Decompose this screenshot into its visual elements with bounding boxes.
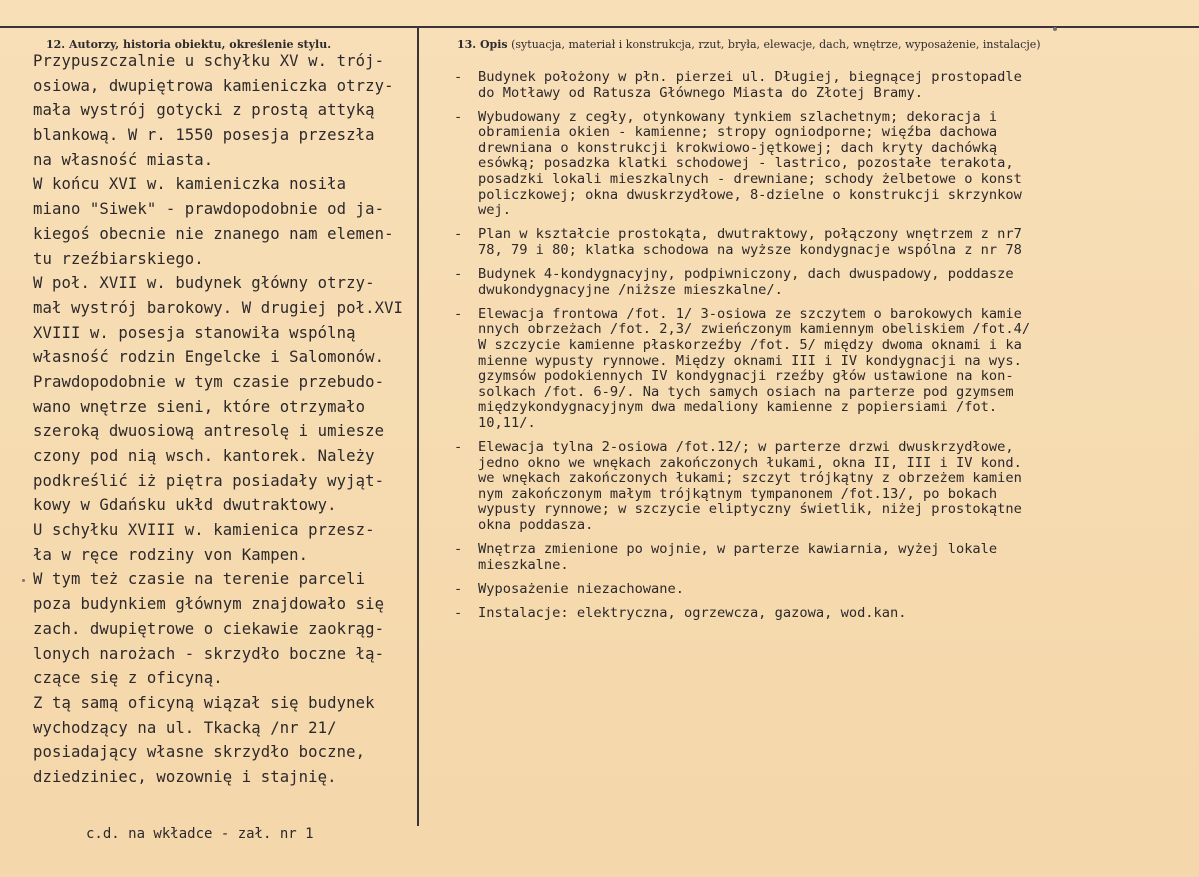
bullet-dash: - <box>454 108 463 125</box>
history-line: kowy w Gdańsku ukłd dwutraktowy. <box>33 496 337 515</box>
description-line: 10,11/. <box>478 414 536 431</box>
description-line: obramienia okien - kamienne; stropy ogniodporne; więźba dachowa <box>478 124 998 141</box>
description-item <box>452 307 1192 432</box>
history-line: XVIII w. posesja stanowiła wspólną <box>33 323 356 342</box>
left-section-header: 12. Autorzy, historia obiektu, określenie stylu. <box>46 38 332 51</box>
history-text <box>33 49 418 790</box>
description-item <box>452 267 1192 298</box>
description-line: Wnętrza zmienione po wojnie, w parterze kawiarnia, wyżej lokale <box>478 541 998 558</box>
history-line: blankową. W r. 1550 posesja przeszła <box>33 126 375 145</box>
right-section-number: 13. Opis <box>457 38 508 51</box>
description-line: okna poddasza. <box>478 516 594 533</box>
description-line: Plan w kształcie prostokąta, dwutraktowy, połączony wnętrzem z nr7 <box>478 226 1022 243</box>
description-line: Wybudowany z cegły, otynkowany tynkiem szlachetnym; dekoracja i <box>478 108 998 125</box>
description-line: Budynek 4-kondygnacyjny, podpiwniczony, dach dwuspadowy, poddasze <box>478 266 1014 283</box>
description-line: mieszkalne. <box>478 556 569 573</box>
description-line: esówką; posadzka klatki schodowej - lastrico, pozostałe terakota, <box>478 155 1014 172</box>
paper-speck <box>1053 27 1057 31</box>
description-line: Elewacja frontowa /fot. 1/ 3-osiowa ze szczytem o barokowych kamie <box>478 305 1022 322</box>
history-line: kiegoś obecnie nie znanego nam elemen- <box>33 224 394 243</box>
description-line: Instalacje: elektryczna, ogrzewcza, gazowa, wod.kan. <box>478 604 907 621</box>
history-line: ła w ręce rodziny von Kampen. <box>33 545 309 564</box>
description-line: wypusty rynnowe; w szczycie eliptyczny świetlik, niżej prostokątne <box>478 501 1022 518</box>
description-line: solkach /fot. 6-9/. Na tych samych osiach na parterze pod gzymsem <box>478 383 1014 400</box>
right-section-subtitle: (sytuacja, materiał i konstrukcja, rzut, bryła, elewacje, dach, wnętrze, wyposażenie, instalacje) <box>507 38 1041 51</box>
history-line: W końcu XVI w. kamieniczka nosiła <box>33 175 347 194</box>
description-line: Wyposażenie niezachowane. <box>478 580 685 597</box>
description-line: policzkowej; okna dwuskrzydłowe, 8-dzielne o konstrukcji skrzynkow <box>478 186 1022 203</box>
description-line: mienne wypusty rynnowe. Między oknami III i IV kondygnacji na wys. <box>478 352 1022 369</box>
history-line: posiadający własne skrzydło boczne, <box>33 743 366 762</box>
description-item <box>452 227 1192 258</box>
description-line: jedno okno we wnękach zakończonych łukami, okna II, III i IV kond. <box>478 454 1022 471</box>
bullet-dash: - <box>454 305 463 322</box>
history-line: W poł. XVII w. budynek główny otrzy- <box>33 274 375 293</box>
history-line: szeroką dwuosiową antresolę i umiesze <box>33 422 385 441</box>
description-line: Elewacja tylna 2-osiowa /fot.12/; w parterze drzwi dwuskrzydłowe, <box>478 438 1014 455</box>
description-item <box>452 110 1192 219</box>
history-line: osiowa, dwupiętrowa kamieniczka otrzy- <box>33 76 394 95</box>
history-line: Przypuszczalnie u schyłku XV w. trój- <box>33 52 385 70</box>
history-line: W tym też czasie na terenie parceli <box>33 570 366 589</box>
history-line: lonych narożach - skrzydło boczne łą- <box>33 644 385 663</box>
history-line: zach. dwupiętrowe o ciekawie zaokrąg- <box>33 619 385 638</box>
right-section-header <box>457 38 1041 51</box>
history-line: miano "Siwek" - prawdopodobnie od ja- <box>33 200 385 219</box>
paper-speck <box>22 579 25 582</box>
description-line: wej. <box>478 202 511 219</box>
description-line: dwukondygnacyjne /niższe mieszkalne/. <box>478 281 783 298</box>
bullet-dash: - <box>454 226 463 243</box>
history-line: Z tą samą oficyną wiązał się budynek <box>33 693 375 712</box>
history-line: na własność miasta. <box>33 150 214 169</box>
bullet-dash: - <box>454 580 463 597</box>
history-line: U schyłku XVIII w. kamienica przesz- <box>33 521 375 540</box>
description-item <box>452 542 1192 573</box>
top-rule <box>0 26 1199 28</box>
description-line: Budynek położony w płn. pierzei ul. Długiej, biegnącej prostopadle <box>478 69 1022 85</box>
description-line: do Motławy od Ratusza Głównego Miasta do Złotej Bramy. <box>478 84 923 101</box>
description-line: we wnękach zakończonych łukami; szczyt trójkątny z obrzeżem kamien <box>478 470 1022 487</box>
description-line: 78, 79 i 80; klatka schodowa na wyższe kondygnacje wspólna z nr 78 <box>478 241 1022 258</box>
description-list <box>452 70 1192 630</box>
history-line: poza budynkiem głównym znajdowało się <box>33 595 385 614</box>
history-line: Prawdopodobnie w tym czasie przebudo- <box>33 372 385 391</box>
description-line: międzykondygnacyjnym dwa medaliony kamienne z popiersiami /fot. <box>478 399 998 416</box>
history-line: czące się z oficyną. <box>33 669 223 688</box>
bullet-dash: - <box>454 266 463 283</box>
bullet-dash: - <box>454 69 463 85</box>
description-line: W szczycie kamienne płaskorzeźby /fot. 5/ między dwoma oknami i ka <box>478 336 1022 353</box>
bullet-dash: - <box>454 604 463 621</box>
description-line: gzymsów podokiennych IV kondygnacji rzeźby głów ustawione na kon- <box>478 368 1014 385</box>
history-line: czony pod nią wsch. kantorek. Należy <box>33 447 375 465</box>
history-line: wychodzący na ul. Tkacką /nr 21/ <box>33 718 337 737</box>
description-item <box>452 582 1192 598</box>
history-line: dziedziniec, wozownię i stajnię. <box>33 767 337 786</box>
bullet-dash: - <box>454 438 463 455</box>
history-line: własność rodzin Engelcke i Salomonów. <box>33 348 385 367</box>
history-line: wano wnętrze sieni, które otrzymało <box>33 397 366 416</box>
description-line: nnych obrzeżach /fot. 2,3/ zwieńczonym kamiennym obeliskiem /fot.4/ <box>478 321 1031 338</box>
description-line: drewniana o konstrukcji krokwiowo-jętkowej; dach kryty dachówką <box>478 139 998 156</box>
description-line: posadzki lokali mieszkalnych - drewniane; schody żelbetowe o konst <box>478 171 1022 188</box>
history-line: mał wystrój barokowy. W drugiej poł.XVI <box>33 298 404 317</box>
description-item <box>452 606 1192 622</box>
history-line: mała wystrój gotycki z prostą attyką <box>33 101 375 120</box>
description-item <box>452 440 1192 534</box>
continuation-note: c.d. na wkładce - zał. nr 1 <box>86 826 314 842</box>
description-item <box>452 70 1192 101</box>
history-line: podkreślić iż piętra posiadały wyjąt- <box>33 471 385 490</box>
description-line: nym zakończonym małym trójkątnym tympanonem /fot.13/, po bokach <box>478 485 998 502</box>
history-line: tu rzeźbiarskiego. <box>33 249 204 268</box>
bullet-dash: - <box>454 541 463 558</box>
